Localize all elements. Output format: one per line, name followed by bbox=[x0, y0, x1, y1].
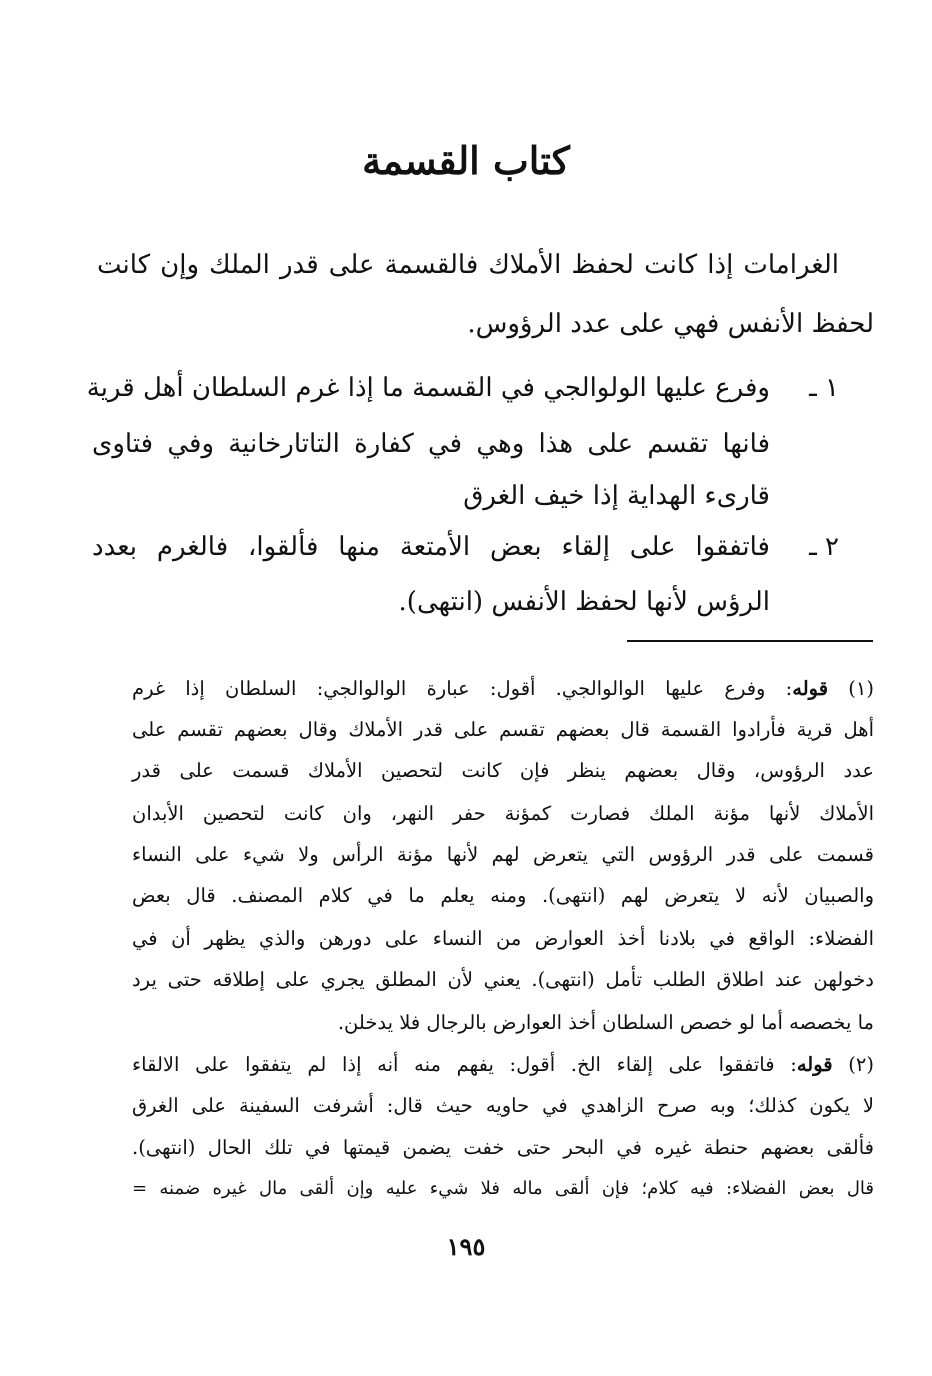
footnote-1-line-5: قسمت على قدر الرؤوس التي يتعرض لهم لأنها مؤنة الرأس ولا شيء على النساء bbox=[132, 843, 874, 866]
footnote-divider bbox=[627, 640, 873, 642]
footnote-1-line-3: عدد الرؤوس، وقال بعضهم ينظر فإن كانت لتحصين الأملاك قسمت على قدر bbox=[132, 759, 874, 782]
page-number: ١٩٥ bbox=[446, 1232, 486, 1261]
footnote-1-line-1 bbox=[132, 674, 874, 704]
footnote-1-line-6: والصبيان لأنه لا يتعرض لهم (انتهى). ومنه يعلم ما في كلام المصنف. قال بعض bbox=[132, 884, 874, 907]
item-number-1: ١ ـ bbox=[809, 373, 839, 403]
footnote-1-line-7: الفضلاء: الواقع في بلادنا أخذ العوارض من النساء على دورهن والذي يظهر أن في bbox=[132, 927, 874, 950]
footnote-2-line-3: فألقى بعضهم حنطة غيره في البحر حتى خفت يضمن قيمتها في تلك الحال (انتهى). bbox=[132, 1136, 874, 1159]
intro-line-1: الغرامات إذا كانت لحفظ الأملاك فالقسمة على قدر الملك وإن كانت bbox=[97, 250, 839, 280]
footnote-1-line-2: أهل قرية فأرادوا القسمة قال بعضهم تقسم على قدر الأملاك وقال بعضهم تقسم على bbox=[132, 718, 874, 741]
footnote-2-keyword: قوله bbox=[796, 1053, 833, 1076]
footnote-1-marker: (١) bbox=[828, 677, 874, 700]
footnote-2-marker: (٢) bbox=[832, 1053, 874, 1076]
footnote-2-text: : فاتفقوا على إلقاء الخ. أقول: يفهم منه أنه إذا لم يتفقوا على الالقاء bbox=[132, 1053, 797, 1076]
footnote-2-line-2: لا يكون كذلك؛ وبه صرح الزاهدي في حاويه حيث قال: أشرفت السفينة على الغرق bbox=[132, 1094, 874, 1117]
item-2-line-2: الرؤس لأنها لحفظ الأنفس (انتهى). bbox=[398, 587, 770, 617]
footnote-1-line-9: ما يخصصه أما لو خصص السلطان أخذ العوارض بالرجال فلا يدخلن. bbox=[337, 1011, 874, 1034]
footnote-1-text: : وفرع عليها الوالوالجي. أقول: عبارة الوالوالجي: السلطان إذا غرم bbox=[132, 677, 793, 700]
footnote-1-keyword: قوله bbox=[792, 677, 829, 700]
item-1-line-3: قارىء الهداية إذا خيف الغرق bbox=[463, 481, 770, 511]
footnote-1-line-4: الأملاك لأنها مؤنة الملك فصارت كمؤنة حفر النهر، وان كانت لتحصين الأبدان bbox=[132, 802, 874, 825]
item-number-2: ٢ ـ bbox=[809, 532, 839, 562]
item-1-line-2: فانها تقسم على هذا وهي في كفارة التاتارخانية وفي فتاوى bbox=[92, 429, 770, 459]
item-1-line-1: وفرع عليها الولوالجي في القسمة ما إذا غرم السلطان أهل قرية bbox=[86, 373, 770, 403]
footnote-2-line-4: قال بعض الفضلاء: فيه كلام؛ فإن ألقى ماله فلا شيء عليه وإن ألقى مال غيره ضمنه = bbox=[132, 1178, 874, 1199]
item-2-line-1: فاتفقوا على إلقاء بعض الأمتعة منها فألقوا، فالغرم بعدد bbox=[92, 532, 770, 562]
intro-line-2: لحفظ الأنفس فهي على عدد الرؤوس. bbox=[467, 309, 874, 339]
chapter-title: كتاب القسمة bbox=[362, 138, 570, 183]
footnote-2-line-1 bbox=[132, 1050, 874, 1080]
footnote-1-line-8: دخولهن عند اطلاق الطلب تأمل (انتهى). يعني لأن المطلق يجري على إطلاقه حتى يرد bbox=[132, 968, 874, 991]
